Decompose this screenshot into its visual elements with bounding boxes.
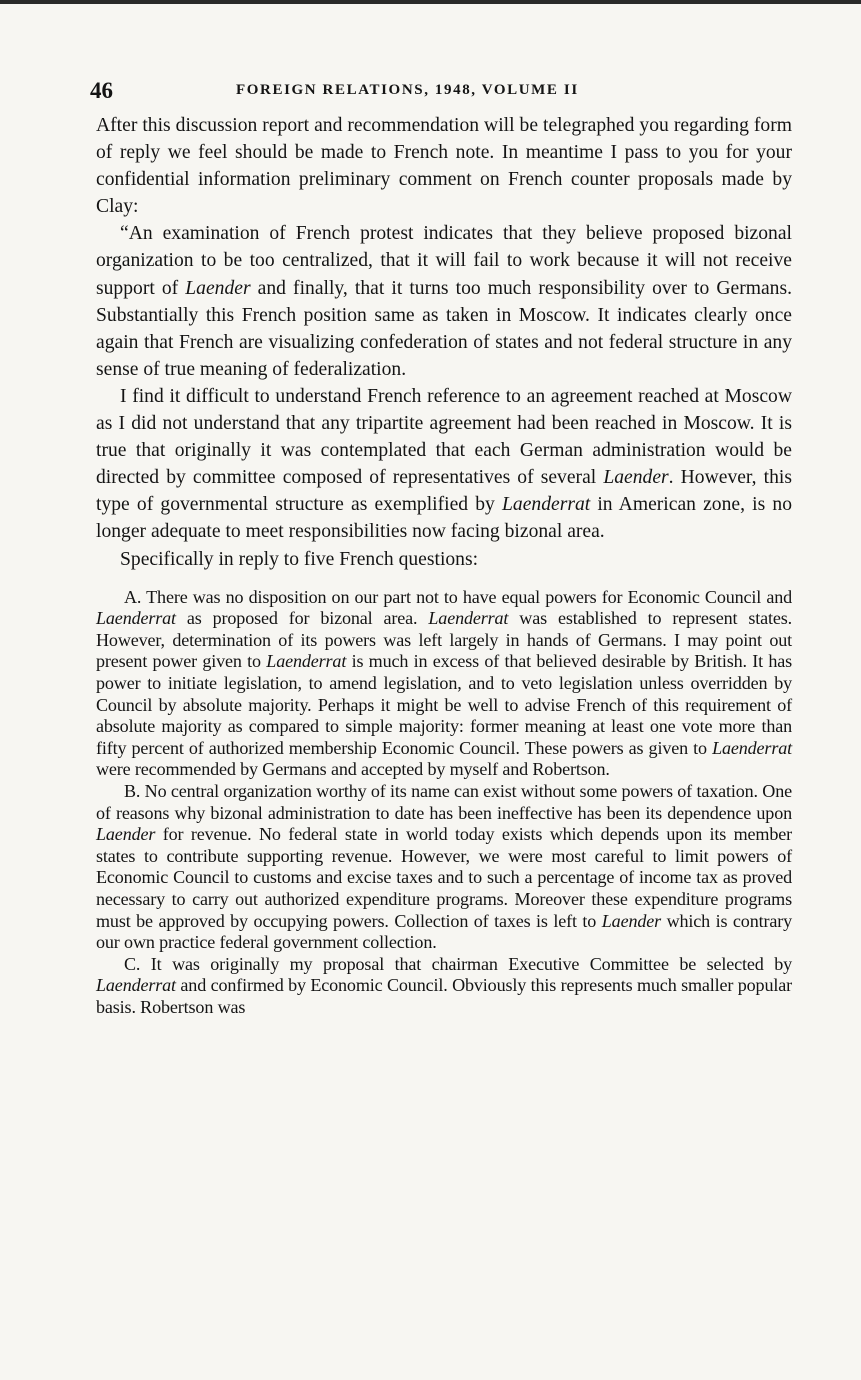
bleed-through-mark bbox=[115, 1250, 435, 1278]
paragraph-moscow: I find it difficult to understand French reference to an agreement reached at Moscow as I did not understand that any tripartite agreement had been reached in Moscow. It is true that originally it was contemplated that each German administration would be directed by committee composed of representatives of several Laender. However, this type of governmental structure as exemplified by Laenderrat in American zone, is no longer adequate to meet responsibilities now facing bizonal area. bbox=[96, 385, 792, 543]
paragraph-questions: Specifically in reply to five French questions: bbox=[120, 548, 479, 570]
document-page bbox=[90, 78, 792, 1018]
answers-section bbox=[96, 587, 792, 1019]
scan-edge bbox=[0, 0, 861, 4]
page-number: 46 bbox=[90, 78, 113, 103]
answer-c: C. It was originally my proposal that chairman Executive Committee be selected by Laenderrat and confirmed by Economic Council. Obviously this represents much smaller popular basis. Robertson was bbox=[96, 953, 792, 1017]
running-title: FOREIGN RELATIONS, 1948, VOLUME II bbox=[236, 82, 579, 98]
answer-a: A. There was no disposition on our part not to have equal powers for Economic Council and Laenderrat as proposed for bizonal area. Laenderrat was established to represent states. However, determination of its powers was left largely in hands of Germans. I may point out present power given to Laenderrat is much in excess of that believed desirable by British. It has power to initiate legislation, to amend legislation, and to veto legislation unless overridden by Council by absolute majority. Perhaps it might be well to advise French of this requirement of absolute majority as compared to simple majority: former meaning at least one vote more than fifty percent of authorized membership Economic Council. These powers as given to Laenderrat were recommended by Germans and accepted by myself and Robertson. bbox=[96, 586, 792, 780]
page-header bbox=[90, 78, 792, 112]
answer-b: B. No central organization worthy of its name can exist without some powers of taxation. One of reasons why bizonal administration to date has been ineffective has been its dependence upon Laender for revenue. No federal state in world today exists which depends upon its member states to contribute supporting revenue. However, we were most careful to limit powers of Economic Council to customs and excise taxes and to such a percentage of income tax as proved necessary to carry out authorized expenditure programs. Moreover these expenditure programs must be approved by occupying powers. Collection of taxes is left to Laender which is contrary our own practice federal government collection. bbox=[96, 780, 792, 953]
bleed-through-mark bbox=[590, 1250, 820, 1278]
paragraph-quote-start: “An examination of French protest indicates that they believe proposed bizonal organization to be too centralized, that it will fail to work because it will not receive support of Laender and finally, that it turns too much responsibility over to Germans. Substantially this French position same as taken in Moscow. It indicates clearly once again that French are visualizing confederation of states and not federal structure in any sense of true meaning of federalization. bbox=[96, 223, 792, 380]
main-text bbox=[96, 112, 792, 573]
paragraph-intro: After this discussion report and recommendation will be telegraphed you regarding form of reply we feel should be made to French note. In meantime I pass to you for your confidential information preliminary comment on French counter proposals made by Clay: bbox=[96, 115, 792, 218]
